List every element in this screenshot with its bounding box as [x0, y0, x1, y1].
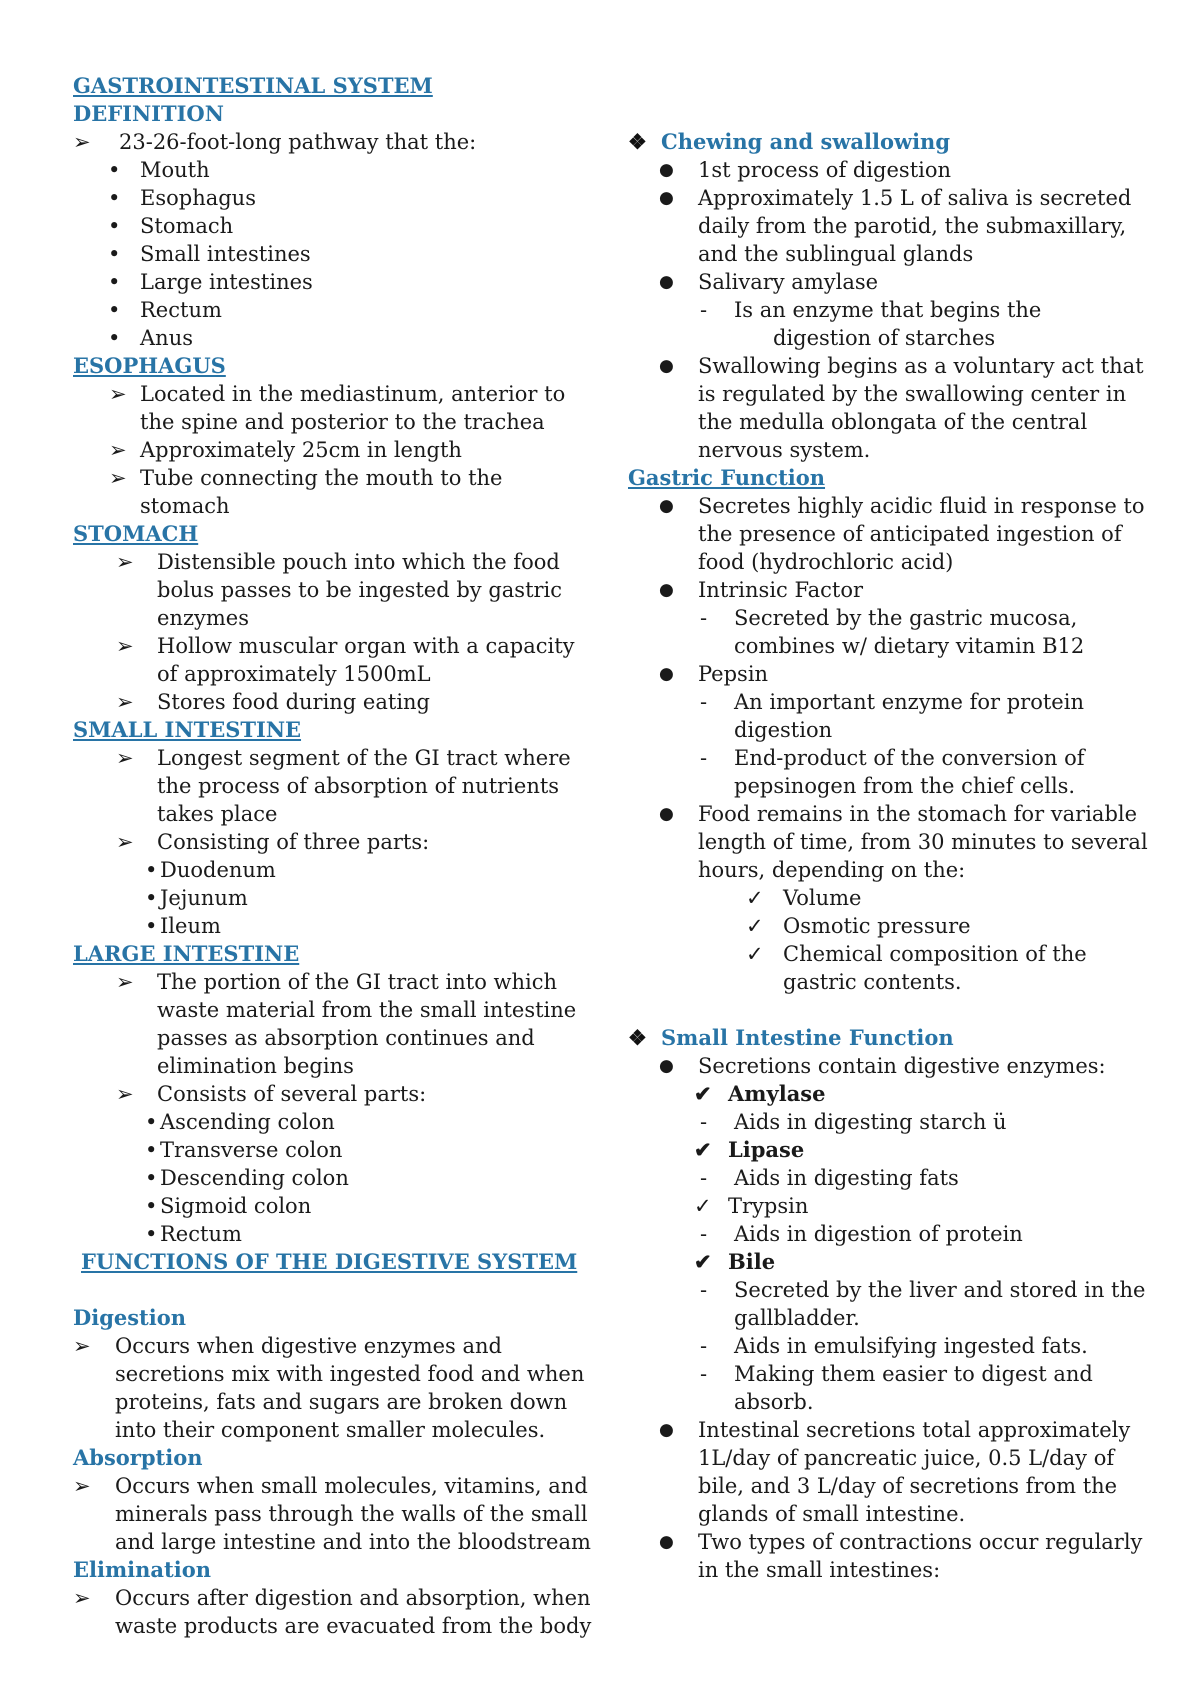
- arrow-icon: ➢: [116, 550, 134, 574]
- list-item: ➢ Longest segment of the GI tract where the process of absorption of nutrients takes place: [116, 746, 571, 826]
- sub-item: - Aids in digestion of protein: [700, 1222, 1023, 1246]
- bullet-icon: ●: [659, 496, 674, 516]
- dash-icon: -: [700, 1110, 708, 1134]
- bullet-icon: •: [145, 1138, 158, 1162]
- dash-icon: -: [700, 1222, 708, 1246]
- check-item: ✓ Chemical composition of the gastric contents.: [746, 942, 1087, 994]
- check-bold-icon: ✔: [694, 1249, 712, 1274]
- bullet-icon: •: [145, 858, 158, 882]
- sub-item: - Secreted by the liver and stored in the gallbladder.: [700, 1278, 1146, 1330]
- arrow-icon: ➢: [116, 690, 134, 714]
- list-item: ● 1st process of digestion: [659, 158, 952, 182]
- check-icon: ✓: [746, 942, 764, 966]
- dash-icon: -: [700, 1334, 708, 1358]
- digestion-heading: Digestion: [73, 1305, 187, 1330]
- bullet-icon: ●: [659, 804, 674, 824]
- bullet-icon: •: [145, 914, 158, 938]
- bullet-icon: ●: [659, 272, 674, 292]
- list-item: ➢ Consists of several parts:: [116, 1082, 427, 1106]
- list-item: • Stomach: [108, 214, 234, 238]
- stomach-heading: STOMACH: [73, 521, 199, 546]
- bullet-icon: ●: [659, 160, 674, 180]
- list-item: ● Secretions contain digestive enzymes:: [659, 1054, 1106, 1078]
- bullet-icon: •: [108, 242, 121, 266]
- arrow-icon: ➢: [73, 1474, 91, 1498]
- dash-icon: -: [700, 1278, 708, 1302]
- arrow-icon: ➢: [73, 130, 91, 154]
- list-item: ➢ Hollow muscular organ with a capacity of approximately 1500mL: [116, 634, 575, 686]
- functions-heading: FUNCTIONS OF THE DIGESTIVE SYSTEM: [81, 1249, 578, 1274]
- list-item: • Sigmoid colon: [145, 1194, 312, 1218]
- list-item: • Ascending colon: [145, 1110, 335, 1134]
- large-intestine-heading: LARGE INTESTINE: [73, 941, 300, 966]
- arrow-icon: ➢: [116, 830, 134, 854]
- bullet-icon: •: [108, 326, 121, 350]
- enzyme-item: ✓ Trypsin: [694, 1194, 809, 1218]
- list-item: ● Salivary amylase: [659, 270, 879, 294]
- diamond-icon: ❖: [628, 129, 647, 154]
- list-item: • Jejunum: [145, 886, 248, 910]
- arrow-icon: ➢: [109, 382, 127, 406]
- list-item: • Mouth: [108, 158, 210, 182]
- list-item: • Anus: [108, 326, 193, 350]
- list-item: ➢ Occurs after digestion and absorption, when waste products are evacuated from the body: [73, 1586, 592, 1638]
- enzyme-item: ✔ Lipase: [694, 1137, 805, 1162]
- bullet-icon: ●: [659, 580, 674, 600]
- dash-icon: -: [700, 746, 708, 770]
- definition-list: [73, 156, 593, 352]
- arrow-icon: ➢: [116, 634, 134, 658]
- elimination-heading: Elimination: [73, 1557, 211, 1582]
- list-item: • Duodenum: [145, 858, 276, 882]
- list-item: ● Intrinsic Factor: [659, 578, 864, 602]
- bullet-icon: •: [145, 1194, 158, 1218]
- list-item: ● Food remains in the stomach for variable length of time, from 30 minutes to several hours, depending on the:: [659, 802, 1148, 882]
- bullet-icon: •: [108, 214, 121, 238]
- sub-item: - Making them easier to digest and absorb.: [700, 1362, 1093, 1414]
- check-item: ✓ Osmotic pressure: [746, 914, 971, 938]
- check-item: ✓ Volume: [746, 886, 862, 910]
- sub-item: - Secreted by the gastric mucosa, combines w/ dietary vitamin B12: [700, 606, 1085, 658]
- list-item: ➢ Stores food during eating: [116, 690, 430, 714]
- list-item: ➢ Consisting of three parts:: [116, 830, 430, 854]
- check-bold-icon: ✔: [694, 1137, 712, 1162]
- list-item: • Descending colon: [145, 1166, 349, 1190]
- enzyme-item: ✔ Amylase: [694, 1081, 826, 1106]
- bullet-icon: ●: [659, 1532, 674, 1552]
- sub-item: - Aids in digesting starch ü: [700, 1110, 1007, 1134]
- dash-icon: -: [700, 606, 708, 630]
- dash-icon: -: [700, 1362, 708, 1386]
- list-item: • Esophagus: [108, 186, 256, 210]
- list-item: ➢ Approximately 25cm in length: [109, 438, 462, 462]
- list-item: • Large intestines: [108, 270, 313, 294]
- arrow-icon: ➢: [116, 1082, 134, 1106]
- sub-item: - Aids in emulsifying ingested fats.: [700, 1334, 1088, 1358]
- page-title: GASTROINTESTINAL SYSTEM: [73, 73, 433, 98]
- absorption-heading: Absorption: [73, 1445, 203, 1470]
- bullet-icon: •: [145, 1222, 158, 1246]
- bullet-icon: ●: [659, 1420, 674, 1440]
- dash-icon: -: [700, 1166, 708, 1190]
- list-item: ● Intestinal secretions total approximately 1L/day of pancreatic juice, 0.5 L/day of bile, and 3 L/day of secretions from the glands of small intestine.: [659, 1418, 1131, 1526]
- enzyme-item: ✔ Bile: [694, 1249, 776, 1274]
- bullet-icon: ●: [659, 664, 674, 684]
- gastric-heading: Gastric Function: [628, 465, 826, 490]
- list-item: • Ileum: [145, 914, 221, 938]
- bullet-icon: •: [145, 1110, 158, 1134]
- definition-heading: DEFINITION: [73, 101, 224, 126]
- esophagus-heading: ESOPHAGUS: [73, 353, 226, 378]
- list-item: ➢ Tube connecting the mouth to the stomach: [109, 466, 503, 518]
- arrow-icon: ➢: [109, 466, 127, 490]
- list-item: ● Secretes highly acidic fluid in response to the presence of anticipated ingestion of food (hydrochloric acid): [659, 494, 1145, 574]
- sub-item: - Is an enzyme that begins the: [700, 298, 1042, 322]
- bullet-icon: •: [108, 158, 121, 182]
- bullet-icon: •: [108, 298, 121, 322]
- check-bold-icon: ✔: [694, 1081, 712, 1106]
- bullet-icon: •: [108, 186, 121, 210]
- list-item: • Rectum: [145, 1222, 242, 1246]
- dash-icon: -: [700, 298, 708, 322]
- definition-intro: ➢ 23-26-foot-long pathway that the:: [73, 130, 477, 154]
- bullet-icon: ●: [659, 1056, 674, 1076]
- arrow-icon: ➢: [73, 1334, 91, 1358]
- sub-item: - Aids in digesting fats: [700, 1166, 959, 1190]
- chewing-heading: ❖ Chewing and swallowing: [628, 129, 951, 154]
- sub-item: - An important enzyme for protein digestion: [700, 690, 1084, 742]
- list-item: ● Pepsin: [659, 662, 769, 686]
- arrow-icon: ➢: [116, 970, 134, 994]
- left-column: [73, 72, 593, 1640]
- bullet-icon: •: [145, 1166, 158, 1190]
- list-item: ➢ The portion of the GI tract into which waste material from the small intestine passes as absorption continues and elimination begins: [116, 970, 577, 1078]
- list-item: ● Two types of contractions occur regularly in the small intestines:: [659, 1530, 1143, 1582]
- dash-icon: -: [700, 690, 708, 714]
- list-item: ➢ Located in the mediastinum, anterior to the spine and posterior to the trachea: [109, 382, 566, 434]
- list-item: ➢ Occurs when digestive enzymes and secretions mix with ingested food and when proteins, fats and sugars are broken down into their component smaller molecules.: [73, 1334, 585, 1442]
- bullet-icon: ●: [659, 188, 674, 208]
- small-fn-heading: ❖ Small Intestine Function: [628, 1025, 954, 1050]
- list-item: • Small intestines: [108, 242, 311, 266]
- list-item: ➢ Distensible pouch into which the food bolus passes to be ingested by gastric enzymes: [116, 550, 563, 630]
- small-intestine-heading: SMALL INTESTINE: [73, 717, 302, 742]
- arrow-icon: ➢: [73, 1586, 91, 1610]
- check-icon: ✓: [746, 914, 764, 938]
- list-item: • Transverse colon: [145, 1138, 343, 1162]
- right-column: [628, 128, 1148, 1584]
- arrow-icon: ➢: [116, 746, 134, 770]
- check-icon: ✓: [694, 1194, 712, 1218]
- bullet-icon: •: [108, 270, 121, 294]
- arrow-icon: ➢: [109, 438, 127, 462]
- bullet-icon: ●: [659, 356, 674, 376]
- sub-item: - End-product of the conversion of pepsinogen from the chief cells.: [700, 746, 1085, 798]
- check-icon: ✓: [746, 886, 764, 910]
- list-item: ● Approximately 1.5 L of saliva is secreted daily from the parotid, the submaxillary, and the sublingual glands: [659, 186, 1132, 266]
- sub-item-continued: digestion of starches: [773, 326, 996, 350]
- list-item: • Rectum: [108, 298, 222, 322]
- list-item: ➢ Occurs when small molecules, vitamins, and minerals pass through the walls of the small and large intestine and into the bloodstream: [73, 1474, 591, 1554]
- diamond-icon: ❖: [628, 1025, 647, 1050]
- bullet-icon: •: [145, 886, 158, 910]
- list-item: ● Swallowing begins as a voluntary act that is regulated by the swallowing center in the medulla oblongata of the central nervous system.: [659, 354, 1144, 462]
